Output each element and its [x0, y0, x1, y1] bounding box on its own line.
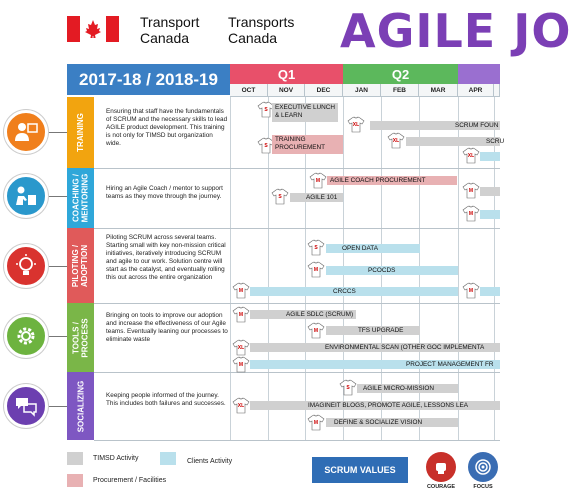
- activity-training-procurement: TRAINING PROCUREMENT: [272, 135, 343, 154]
- activity-agile-101: AGILE 101: [290, 193, 343, 202]
- org-name-english: Transport Canada: [140, 14, 200, 46]
- legend-label-procurement: Procurement / Facilities: [93, 477, 167, 484]
- tshirt-size-m: M: [310, 173, 326, 193]
- month-oct: OCT: [230, 84, 268, 97]
- activity-crccs: CRCCS: [250, 287, 458, 296]
- row-label-socializing: SOCIALIZING: [67, 372, 94, 440]
- activity-tfs-upgrade: TFS UPGRADE: [326, 326, 420, 335]
- activity-coaching-client: [480, 210, 500, 219]
- fist-icon: [432, 458, 450, 476]
- row-divider: [94, 228, 500, 229]
- quarter-q3: [458, 64, 500, 84]
- grid-line: [494, 97, 495, 440]
- month-jan: JAN: [343, 84, 381, 97]
- tshirt-size-m: M: [463, 283, 479, 303]
- row-label-training: TRAINING: [67, 97, 94, 168]
- legend-label-clients: Clients Activity: [187, 458, 233, 465]
- tshirt-size-xl: XL: [233, 398, 249, 418]
- connector-line: [46, 132, 67, 133]
- tshirt-size-m: M: [463, 183, 479, 203]
- tshirt-size-m: M: [233, 307, 249, 327]
- connector-line: [46, 336, 67, 337]
- month-apr: APR: [458, 84, 494, 97]
- row-desc-socializing: Keeping people informed of the journey. This includes both failures and successes.: [106, 392, 226, 407]
- courage-circle: [426, 452, 456, 482]
- piloting-circle: [4, 244, 48, 288]
- quarter-q2: Q2: [343, 64, 458, 84]
- tools-circle: [4, 314, 48, 358]
- connector-line: [46, 406, 67, 407]
- grid-line: [230, 97, 231, 440]
- month-feb: FEB: [381, 84, 419, 97]
- activity-executive-lunch: EXECUTIVE LUNCH & LEARN: [272, 103, 338, 122]
- tshirt-size-s: S: [272, 189, 288, 209]
- tshirt-size-m: M: [308, 323, 324, 343]
- activity-imagineit-blogs: IMAGINEIT BLOGS, PROMOTE AGILE, LESSONS LEA: [250, 401, 500, 410]
- page-title: AGILE JO: [340, 4, 571, 58]
- activity-coaching-timsd: [480, 187, 500, 196]
- row-desc-piloting: Piloting SCRUM across several teams. Starting small with key non-mission critical initiatives, iteratively introducing SCRUM and agile to our work. Solution centre will start as the catalyst, and eventually rolling this out across the entire organization: [106, 234, 226, 281]
- row-label-piloting: PILOTING / ADOPTION: [67, 228, 94, 303]
- row-divider: [94, 440, 500, 441]
- activity-define-vision: DEFINE & SOCIALIZE VISION: [326, 418, 458, 427]
- row-divider: [94, 168, 500, 169]
- scrum-values-button[interactable]: SCRUM VALUES: [312, 457, 408, 483]
- tshirt-size-m: M: [233, 357, 249, 377]
- gear-icon: [13, 323, 39, 349]
- trainer-icon: [13, 119, 39, 145]
- activity-scrum-training: SCRU: [406, 137, 500, 146]
- activity-scrum-foundation: SCRUM FOUN: [370, 121, 500, 130]
- canada-flag: [67, 16, 119, 42]
- socializing-circle: [4, 384, 48, 428]
- chat-bubbles-icon: [13, 393, 39, 419]
- activity-environmental-scan: ENVIRONMENTAL SCAN (OTHER GOC IMPLEMENTA: [250, 343, 500, 352]
- tshirt-size-s: S: [258, 102, 274, 122]
- tshirt-size-m: M: [308, 262, 324, 282]
- focus-label: FOCUS: [473, 484, 493, 490]
- row-desc-coaching: Hiring an Agile Coach / mentor to support teams as they move through the journey.: [106, 185, 223, 200]
- tshirt-size-m: M: [233, 283, 249, 303]
- month-dec: DEC: [305, 84, 343, 97]
- activity-piloting-client: [480, 287, 500, 296]
- activity-open-data: OPEN DATA: [326, 244, 420, 253]
- coaching-circle: [4, 174, 48, 218]
- activity-coach-procurement: AGILE COACH PROCUREMENT: [327, 176, 457, 185]
- legend-swatch-procurement: [67, 474, 83, 487]
- tshirt-size-m: M: [308, 415, 324, 435]
- row-desc-tools: Bringing on tools to improve our adoption and increase the effectiveness of our Agile teams. Eventually leaning our processes to eliminate waste: [106, 312, 228, 343]
- month-mar: MAR: [419, 84, 458, 97]
- activity-agile-sdlc: AGILE SDLC (SCRUM): [250, 310, 356, 319]
- legend-label-timsd: TIMSD Activity: [93, 455, 139, 462]
- row-divider: [94, 372, 500, 373]
- activity-project-management: PROJECT MANAGEMENT FR: [250, 360, 500, 369]
- activity-micro-mission: AGILE MICRO-MISSION: [357, 384, 458, 393]
- tshirt-size-xl: XL: [348, 117, 364, 137]
- grid-line: [458, 97, 459, 440]
- connector-line: [46, 266, 67, 267]
- target-icon: [474, 458, 492, 476]
- legend-swatch-clients: [160, 452, 176, 465]
- activity-client-training: [480, 152, 500, 161]
- row-desc-training: Ensuring that staff have the fundamentals of SCRUM and the necessary skills to lead AGILE product development. This training is not only for TIMSD but organization wide.: [106, 108, 228, 147]
- tshirt-size-xl: XL: [388, 133, 404, 153]
- training-circle: [4, 110, 48, 154]
- month-next: [494, 84, 500, 97]
- mentor-icon: [13, 183, 39, 209]
- tshirt-size-m: M: [463, 206, 479, 226]
- row-label-tools: TOOLS / PROCESS: [67, 303, 94, 372]
- row-divider: [94, 303, 500, 304]
- activity-pcocds: PCOCDS: [326, 266, 458, 275]
- year-banner: 2017-18 / 2018-19: [67, 64, 230, 95]
- legend-swatch-timsd: [67, 452, 83, 465]
- lightbulb-icon: [13, 253, 39, 279]
- tshirt-size-xl: XL: [233, 340, 249, 360]
- row-label-coaching: COACHING / MENTORING: [67, 168, 94, 228]
- connector-line: [46, 196, 67, 197]
- tshirt-size-s: S: [308, 240, 324, 260]
- quarter-q1: Q1: [230, 64, 343, 84]
- month-nov: NOV: [268, 84, 305, 97]
- tshirt-size-xl: XL: [463, 148, 479, 168]
- tshirt-size-s: S: [340, 380, 356, 400]
- org-name-french: Transports Canada: [228, 14, 295, 46]
- tshirt-size-s: S: [258, 138, 274, 158]
- courage-label: COURAGE: [426, 484, 456, 490]
- focus-circle: [468, 452, 498, 482]
